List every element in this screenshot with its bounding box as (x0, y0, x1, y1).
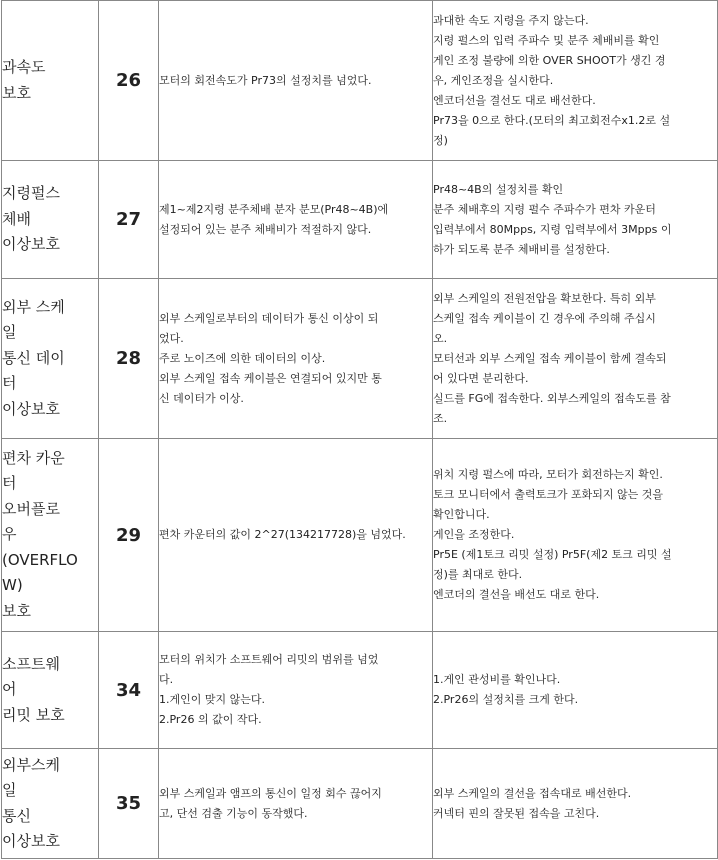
action-line: 게인을 조정한다. (433, 528, 515, 541)
protection-name-line: 통신 (2, 806, 31, 825)
protection-name-line: 리밋 보호 (2, 705, 65, 724)
protection-name-cell (2, 749, 99, 859)
alarm-protection-table (1, 0, 718, 859)
protection-name-line: 통신 데이 (2, 348, 65, 367)
table-row (2, 279, 718, 439)
action-line: 과대한 속도 지령을 주지 않는다. (433, 13, 589, 27)
action-line: 스케일 접속 케이블이 긴 경우에 주의해 주십시 (433, 311, 656, 325)
protection-name-line: 과속도 (2, 58, 46, 76)
protection-name-cell (2, 439, 99, 632)
action-line: 토크 모니터에서 출력토크가 포화되지 않는 것을 (433, 488, 664, 501)
alarm-code: 26 (99, 1, 159, 161)
table-row (2, 439, 718, 632)
action-line: 1.게인 관성비를 확인나다. (433, 673, 561, 686)
protection-name-line: 터 (2, 374, 17, 393)
protection-name-cell (2, 161, 99, 279)
table-row (2, 161, 718, 279)
cause-line: 외부 스케일과 앰프의 통신이 일정 회수 끊어지 (159, 786, 382, 800)
action-line: 실드를 FG에 접속한다. 외부스케일의 접속도를 참 (433, 391, 671, 405)
protection-name-line: 터 (2, 474, 17, 493)
action-line: Pr73을 0으로 한다.(모터의 최고회전수x1.2로 설 (433, 113, 671, 127)
table-row (2, 1, 718, 161)
protection-name-line: 외부 스케 (2, 297, 65, 316)
protection-name-line: 외부스케 (2, 755, 60, 774)
action-line: 정) (433, 133, 448, 147)
table-row (2, 749, 718, 859)
protection-name-line: 일 (2, 781, 17, 799)
cause-line: 모터의 회전속도가 Pr73의 설정치를 넘었다. (159, 73, 372, 87)
protection-name-line: W) (2, 576, 23, 595)
action-line: 모터선과 외부 스케일 접속 케이블이 함께 결속되 (433, 351, 667, 365)
protection-name-line: 일 (2, 323, 17, 342)
cause-line: 주로 노이즈에 의한 데이터의 이상. (159, 351, 326, 365)
action-line: 오. (433, 331, 448, 345)
protection-name-cell (2, 632, 99, 749)
protection-name-line: 이상보호 (2, 235, 60, 254)
cause-cell (159, 439, 433, 632)
action-line: 2.Pr26의 설정치를 크게 한다. (433, 693, 579, 706)
action-line: 지령 펄스의 입력 주파수 및 분주 체배비를 확인 (433, 33, 660, 47)
cause-line: 고, 단선 검출 기능이 동작했다. (159, 806, 308, 820)
action-line: 외부 스케일의 결선을 접속대로 배선한다. (433, 786, 632, 800)
protection-name-line: (OVERFLO (2, 550, 78, 569)
protection-name-cell (2, 279, 99, 439)
protection-name-line: 오버플로 (2, 499, 60, 518)
action-line: Pr48~4B의 설정치를 확인 (433, 182, 564, 196)
table-body (2, 1, 718, 859)
protection-name-line: 이상보호 (2, 399, 60, 418)
cause-cell (159, 1, 433, 161)
cause-line: 1.게인이 맞지 않는다. (159, 693, 265, 706)
cause-line: 었다. (159, 331, 184, 345)
action-line: 분주 체배후의 지령 펄수 주파수가 편차 카운터 (433, 202, 656, 216)
protection-name-line: 지령펄스 (2, 184, 60, 203)
cause-line: 다. (159, 673, 174, 686)
cause-cell (159, 749, 433, 859)
alarm-code: 28 (99, 279, 159, 439)
protection-name-line: 보호 (2, 601, 31, 620)
action-line: 엔코더선을 결선도 대로 배선한다. (433, 93, 596, 107)
action-line: 엔코더의 결선을 배선도 대로 한다. (433, 588, 600, 601)
alarm-code: 29 (99, 439, 159, 632)
cause-line: 외부 스케일로부터의 데이터가 통신 이상이 되 (159, 311, 379, 325)
cause-line: 신 데이터가 이상. (159, 391, 244, 405)
cause-cell (159, 279, 433, 439)
action-line: 조. (433, 411, 448, 425)
protection-name-line: 체배 (2, 209, 31, 228)
action-line: 커넥터 핀의 잘못된 접속을 고친다. (433, 806, 600, 820)
action-cell (433, 632, 718, 749)
action-line: 정)를 최대로 한다. (433, 568, 523, 581)
protection-name-line: 이상보호 (2, 832, 60, 850)
protection-name-line: 소프트웨 (2, 654, 60, 673)
action-line: Pr5E (제1토크 리밋 설정) Pr5F(제2 토크 리밋 설 (433, 548, 672, 561)
action-line: 입력부에서 80Mpps, 지령 입력부에서 3Mpps 이 (433, 222, 672, 236)
alarm-code: 34 (99, 632, 159, 749)
action-cell (433, 161, 718, 279)
action-cell (433, 279, 718, 439)
protection-name-line: 편차 카운 (2, 448, 65, 467)
protection-name-line: 어 (2, 680, 17, 699)
action-cell (433, 439, 718, 632)
action-line: 확인합니다. (433, 508, 490, 521)
alarm-code: 27 (99, 161, 159, 279)
protection-name-cell (2, 1, 99, 161)
cause-line: 편차 카운터의 값이 2^27(134217728)을 넘었다. (159, 528, 406, 541)
action-cell (433, 1, 718, 161)
cause-line: 설정되어 있는 분주 체배비가 적절하지 않다. (159, 222, 372, 236)
action-line: 우, 게인조정을 실시한다. (433, 73, 554, 87)
cause-cell (159, 632, 433, 749)
action-line: 게인 조정 불량에 의한 OVER SHOOT가 생긴 경 (433, 53, 666, 67)
action-line: 어 있다면 분리한다. (433, 371, 529, 385)
cause-cell (159, 161, 433, 279)
action-cell (433, 749, 718, 859)
cause-line: 제1~제2지령 분주체배 분자 분모(Pr48~4B)에 (159, 202, 389, 216)
action-line: 하가 되도록 분주 체배비를 설정한다. (433, 242, 610, 256)
protection-name-line: 보호 (2, 83, 31, 102)
alarm-code: 35 (99, 749, 159, 859)
action-line: 위치 지령 펄스에 따라, 모터가 회전하는지 확인. (433, 468, 663, 481)
action-line: 외부 스케일의 전원전압을 확보한다. 특히 외부 (433, 291, 656, 305)
protection-name-line: 우 (2, 525, 17, 544)
table-row (2, 632, 718, 749)
cause-line: 모터의 위치가 소프트웨어 리밋의 범위를 넘었 (159, 653, 379, 666)
cause-line: 외부 스케일 접속 케이블은 연결되어 있지만 통 (159, 371, 382, 385)
cause-line: 2.Pr26 의 값이 작다. (159, 713, 262, 726)
